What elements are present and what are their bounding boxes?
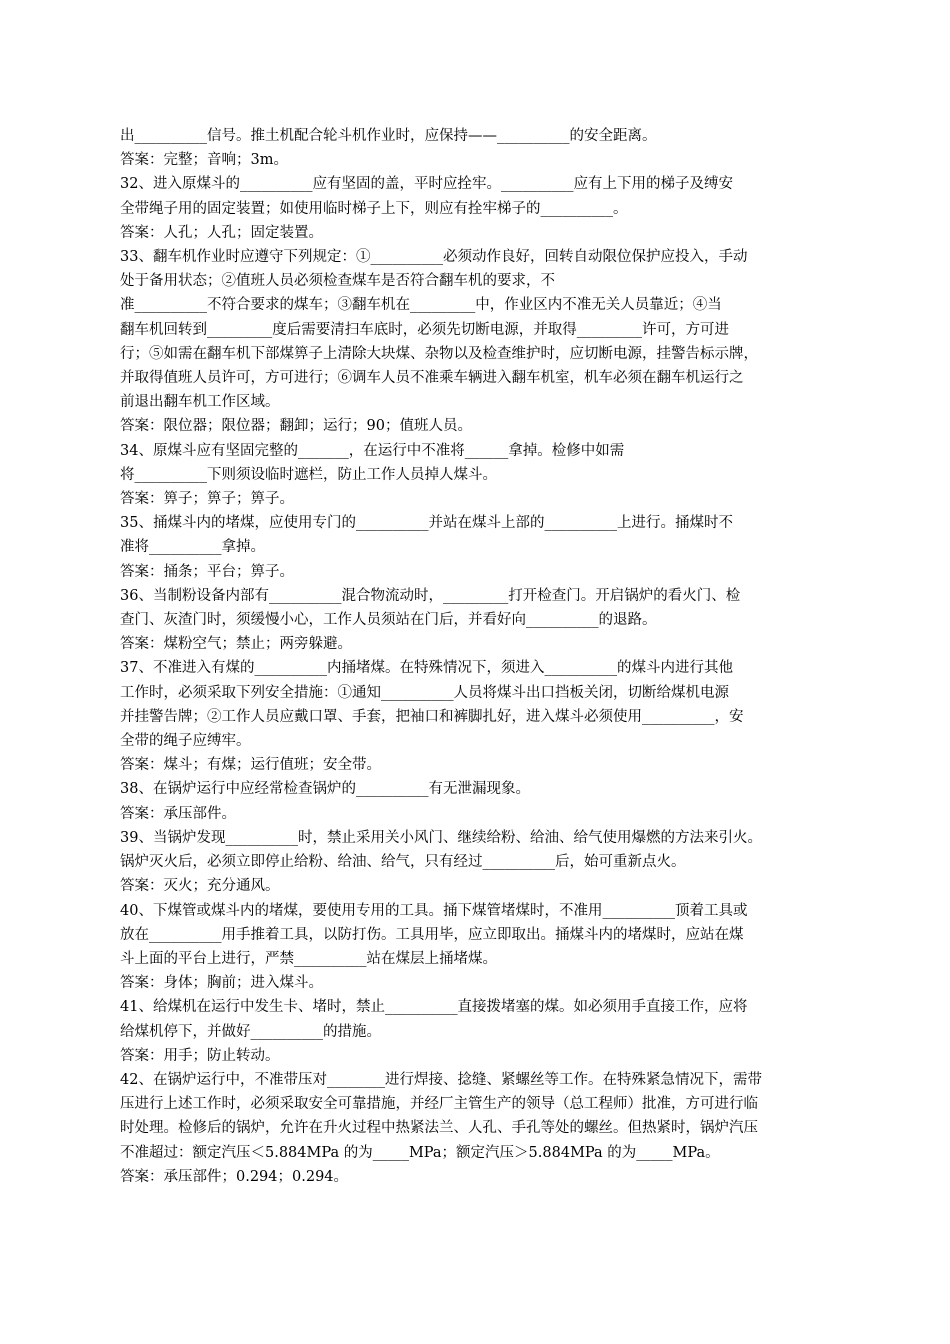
answer-line: 答案：身体；胸前；进入煤斗。 <box>120 975 323 992</box>
question-line: 放在__________用手推着工具，以防打伤。工具用毕，应立即取出。捅煤斗内的堵煤时，应站在煤 <box>120 926 744 943</box>
question-line: 行；⑤如需在翻车机下部煤箅子上清除大块煤、杂物以及检查维护时，应切断电源，挂警告标示牌， <box>120 345 758 362</box>
question-line: 42、在锅炉运行中，不准带压对________进行焊接、捻缝、紧螺丝等工作。在特殊紧急情况下，需带 <box>120 1071 762 1088</box>
answer-line: 答案：煤粉空气；禁止；两旁躲避。 <box>120 636 352 653</box>
question-line: 40、下煤管或煤斗内的堵煤，要使用专用的工具。捅下煤管堵煤时，不准用__________顶着工具或 <box>120 902 748 919</box>
question-line: 翻车机回转到_________度后需要清扫车底时，必须先切断电源，并取得_________许可，方可进 <box>120 321 729 338</box>
answer-line: 答案：承压部件。 <box>120 805 236 822</box>
question-line: 压进行上述工作时，必须采取安全可靠措施，并经厂主管生产的领导（总工程师）批准，方可进行临 <box>120 1096 758 1113</box>
question-line: 33、翻车机作业时应遵守下列规定：①__________必须动作良好，回转自动限位保护应投入，手动 <box>120 249 748 266</box>
question-line: 查门、灰渣门时，须缓慢小心，工作人员须站在门后，并看好向__________的退路。 <box>120 612 657 629</box>
question-line: 35、捅煤斗内的堵煤，应使用专门的__________并站在煤斗上部的__________上进行。捅煤时不 <box>120 515 733 532</box>
question-line: 准将__________拿掉。 <box>120 539 265 556</box>
question-line: 39、当锅炉发现__________时，禁止采用关小风门、继续给粉、给油、给气使用爆燃的方法来引火。 <box>120 829 762 846</box>
answer-line: 答案：用手；防止转动。 <box>120 1047 280 1064</box>
answer-line: 答案：承压部件；0.294；0.294。 <box>120 1168 349 1185</box>
question-line: 不准超过：额定汽压＜5.884MPa 的为_____MPa；额定汽压＞5.884MPa 的为_____MPa。 <box>120 1144 720 1161</box>
question-line: 斗上面的平台上进行，严禁__________站在煤层上捅堵煤。 <box>120 950 497 967</box>
question-line: 34、原煤斗应有坚固完整的_______，在运行中不准将______拿掉。检修中如需 <box>120 442 625 459</box>
answer-line: 答案：限位器；限位器；翻卸；运行；90；值班人员。 <box>120 418 472 435</box>
answer-line: 答案：人孔；人孔；固定装置。 <box>120 224 323 241</box>
question-line: 准__________不符合要求的煤车；③翻车机在_________中，作业区内不准无关人员靠近；④当 <box>120 297 722 314</box>
question-line: 给煤机停下，并做好__________的措施。 <box>120 1023 381 1040</box>
question-line: 时处理。检修后的锅炉，允许在升火过程中热紧法兰、人孔、手孔等处的螺丝。但热紧时，锅炉汽压 <box>120 1120 758 1137</box>
question-line: 并挂警告牌；②工作人员应戴口罩、手套，把袖口和裤脚扎好，进入煤斗必须使用__________，安 <box>120 708 744 725</box>
answer-line: 答案：灭火；充分通风。 <box>120 878 280 895</box>
answer-line: 答案：完整；音响；3m。 <box>120 152 288 169</box>
question-line: 处于备用状态；②值班人员必须检查煤车是否符合翻车机的要求，不 <box>120 273 555 290</box>
answer-line: 答案：煤斗；有煤；运行值班；安全带。 <box>120 757 381 774</box>
answer-line: 答案：箅子；箅子；箅子。 <box>120 491 294 508</box>
question-line: 32、进入原煤斗的__________应有坚固的盖，平时应拴牢。__________应有上下用的梯子及缚安 <box>120 176 733 193</box>
question-line: 出__________信号。推土机配合轮斗机作业时，应保持——__________的安全距离。 <box>120 128 657 144</box>
question-line: 全带的绳子应缚牢。 <box>120 733 251 750</box>
question-line: 前退出翻车机工作区域。 <box>120 394 280 411</box>
question-line: 36、当制粉设备内部有__________混合物流动时，_________打开检查门。开启锅炉的看火门、检 <box>120 587 741 604</box>
question-line: 全带绳子用的固定装置；如使用临时梯子上下，则应有拴牢梯子的__________。 <box>120 200 628 217</box>
question-line: 将__________下则须设临时遮栏，防止工作人员掉人煤斗。 <box>120 466 497 483</box>
question-line: 并取得值班人员许可，方可进行；⑥调车人员不准乘车辆进入翻车机室，机车必须在翻车机运行之 <box>120 370 744 387</box>
document-page <box>120 124 832 1189</box>
question-line: 41、给煤机在运行中发生卡、堵时，禁止__________直接拨堵塞的煤。如必须用手直接工作，应将 <box>120 999 748 1016</box>
question-line: 38、在锅炉运行中应经常检查锅炉的__________有无泄漏现象。 <box>120 781 530 798</box>
question-line: 37、不准进入有煤的__________内捅堵煤。在特殊情况下，须进入__________的煤斗内进行其他 <box>120 660 733 677</box>
question-line: 锅炉灭火后，必须立即停止给粉、给油、给气，只有经过__________后，始可重新点火。 <box>120 854 686 871</box>
question-line: 工作时，必须采取下列安全措施：①通知__________人员将煤斗出口挡板关闭，切断给煤机电源 <box>120 684 729 701</box>
answer-line: 答案：捅条；平台；箅子。 <box>120 563 294 580</box>
